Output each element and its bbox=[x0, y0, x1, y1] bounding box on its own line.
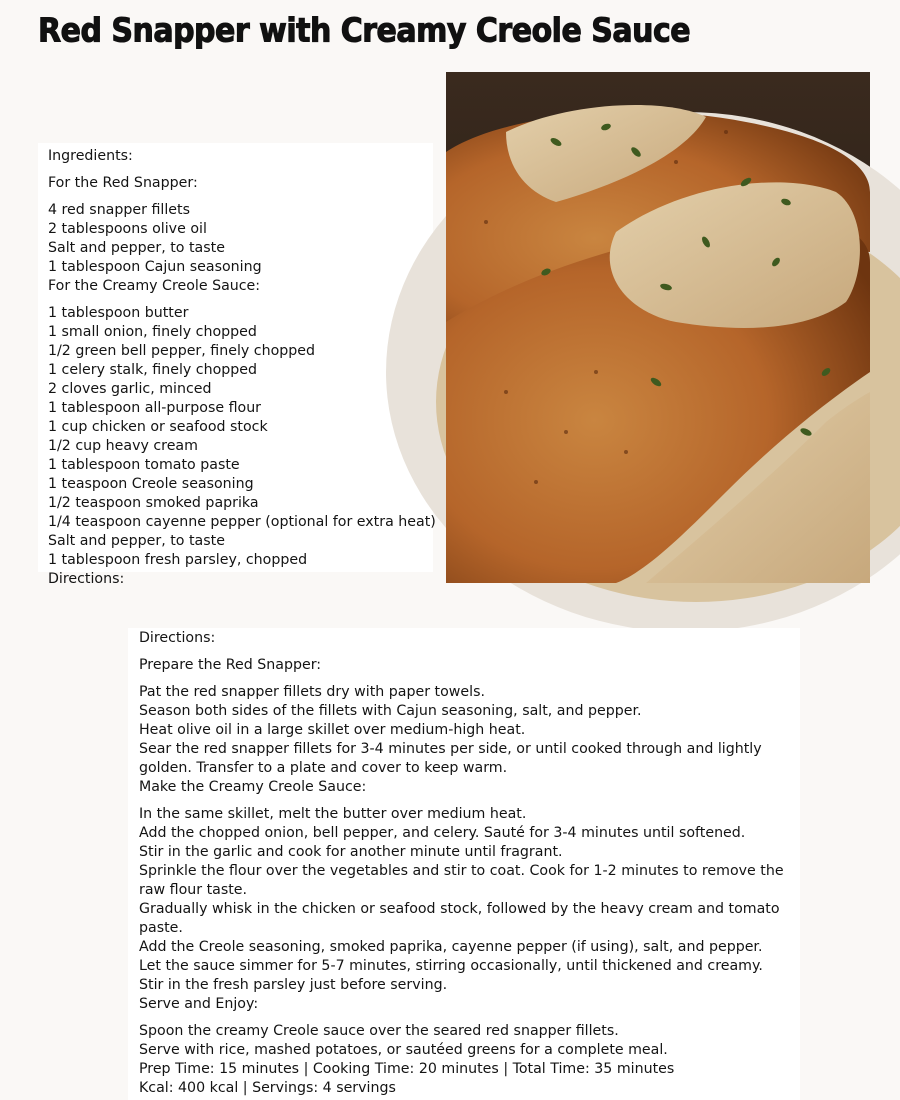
direction-step: Serve with rice, mashed potatoes, or sautéed greens for a complete meal. bbox=[139, 1042, 668, 1058]
direction-step: Season both sides of the fillets with Cajun seasoning, salt, and pepper. bbox=[139, 703, 642, 719]
serve-heading: Serve and Enjoy: bbox=[139, 996, 259, 1012]
direction-step: Let the sauce simmer for 5-7 minutes, stirring occasionally, until thickened and creamy. bbox=[139, 958, 763, 974]
ingredient-item: Salt and pepper, to taste bbox=[48, 240, 225, 256]
direction-step: Heat olive oil in a large skillet over medium-high heat. bbox=[139, 722, 526, 738]
sauce-ingredients-heading: For the Creamy Creole Sauce: bbox=[48, 278, 261, 294]
direction-step: Spoon the creamy Creole sauce over the seared red snapper fillets. bbox=[139, 1023, 619, 1039]
serve-steps-list bbox=[139, 1022, 800, 1098]
cutoff-directions-text: Directions: bbox=[48, 571, 125, 587]
direction-step: Pat the red snapper fillets dry with paper towels. bbox=[139, 684, 485, 700]
ingredient-item: 1 tablespoon fresh parsley, chopped bbox=[48, 552, 308, 568]
ingredient-item: 2 cloves garlic, minced bbox=[48, 381, 212, 397]
ingredient-item: 1 cup chicken or seafood stock bbox=[48, 419, 268, 435]
ingredients-card bbox=[38, 143, 436, 587]
ingredient-item: 1 teaspoon Creole seasoning bbox=[48, 476, 254, 492]
directions-heading: Directions: bbox=[139, 630, 216, 646]
snapper-ingredient-list bbox=[48, 201, 433, 277]
ingredient-item: 2 tablespoons olive oil bbox=[48, 221, 207, 237]
ingredient-item: 1/2 cup heavy cream bbox=[48, 438, 198, 454]
ingredient-item: 1 celery stalk, finely chopped bbox=[48, 362, 258, 378]
direction-step: Stir in the fresh parsley just before serving. bbox=[139, 977, 448, 993]
direction-step: In the same skillet, melt the butter over medium heat. bbox=[139, 806, 527, 822]
ingredients-heading: Ingredients: bbox=[48, 148, 133, 164]
ingredient-item: 1/2 green bell pepper, finely chopped bbox=[48, 343, 316, 359]
ingredient-item: 1 tablespoon butter bbox=[48, 305, 189, 321]
direction-step: Sprinkle the flour over the vegetables and stir to coat. Cook for 1-2 minutes to remove the raw flour taste. bbox=[139, 863, 784, 898]
ingredient-item: 1/2 teaspoon smoked paprika bbox=[48, 495, 259, 511]
directions-card bbox=[128, 628, 800, 1100]
recipe-times: Prep Time: 15 minutes | Cooking Time: 20 minutes | Total Time: 35 minutes bbox=[139, 1061, 675, 1077]
ingredient-item: 1/4 teaspoon cayenne pepper (optional for extra heat) bbox=[48, 514, 436, 530]
ingredient-item: 4 red snapper fillets bbox=[48, 202, 190, 218]
red-snapper-photo bbox=[446, 72, 870, 583]
ingredient-item: 1 tablespoon all-purpose flour bbox=[48, 400, 262, 416]
sauce-steps-list bbox=[139, 805, 800, 995]
direction-step: Add the Creole seasoning, smoked paprika, cayenne pepper (if using), salt, and pepper. bbox=[139, 939, 763, 955]
ingredient-item: 1 small onion, finely chopped bbox=[48, 324, 257, 340]
ingredient-item: 1 tablespoon tomato paste bbox=[48, 457, 240, 473]
prepare-snapper-heading: Prepare the Red Snapper: bbox=[139, 657, 322, 673]
recipe-title: Red Snapper with Creamy Creole Sauce bbox=[38, 12, 691, 51]
sauce-ingredient-list bbox=[48, 304, 436, 589]
snapper-ingredients-heading: For the Red Snapper: bbox=[48, 175, 198, 191]
ingredient-item: 1 tablespoon Cajun seasoning bbox=[48, 259, 262, 275]
plated-fish-photo-icon bbox=[446, 72, 870, 583]
recipe-nutrition: Kcal: 400 kcal | Servings: 4 servings bbox=[139, 1080, 396, 1096]
make-sauce-heading: Make the Creamy Creole Sauce: bbox=[139, 779, 367, 795]
ingredient-item: Salt and pepper, to taste bbox=[48, 533, 225, 549]
direction-step: Stir in the garlic and cook for another minute until fragrant. bbox=[139, 844, 563, 860]
direction-step: Gradually whisk in the chicken or seafood stock, followed by the heavy cream and tomato paste. bbox=[139, 901, 780, 936]
prepare-steps-list bbox=[139, 683, 800, 778]
direction-step: Add the chopped onion, bell pepper, and celery. Sauté for 3-4 minutes until softened. bbox=[139, 825, 746, 841]
direction-step: Sear the red snapper fillets for 3-4 minutes per side, or until cooked through and lightly golden. Transfer to a plate and cover to keep warm. bbox=[139, 741, 762, 776]
